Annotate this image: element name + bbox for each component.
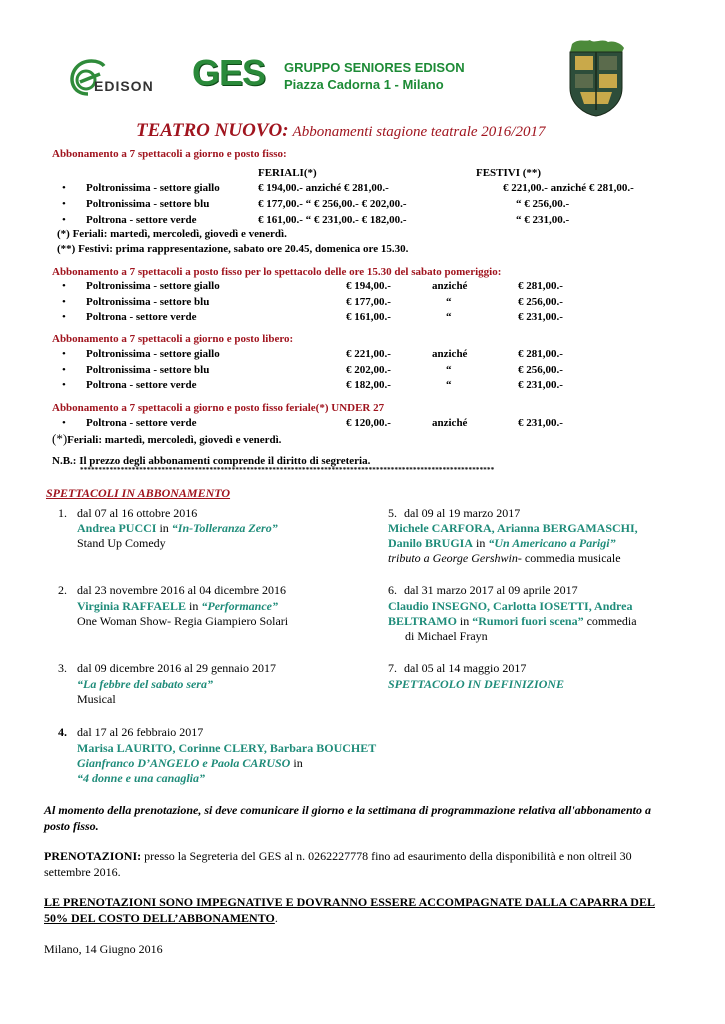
show-title: SPETTACOLO IN DEFINIZIONE (388, 677, 565, 691)
show-title: “In-Tolleranza Zero” (171, 521, 278, 535)
show-cast2: BELTRAMO (388, 614, 457, 628)
show-in: in (473, 536, 489, 550)
warning-end: . (274, 911, 278, 925)
section1-row-label: Poltronissima - settore giallo (86, 182, 220, 194)
section3-row-orig: € 231,00.- (518, 379, 563, 391)
section2-row-label: Poltrona - settore verde (86, 311, 197, 323)
section1-row-feriali: € 161,00.- “ € 231,00.- € 182,00.- (258, 214, 407, 226)
col-feriali: FERIALI(*) (258, 167, 317, 179)
section1-row-label: Poltrona - settore verde (86, 214, 197, 226)
show-title: “Rumori fuori scena” (472, 614, 584, 628)
bullet-icon: • (62, 379, 66, 391)
section3-row-label: Poltrona - settore verde (86, 379, 197, 391)
section2-row-sep: “ (446, 296, 452, 308)
show-desc-line (388, 551, 621, 566)
section2-heading: Abbonamento a 7 spettacoli a posto fisso per lo spettacolo delle ore 15.30 del sabato pomeriggio: (52, 266, 502, 278)
show-dates: dal 09 al 19 marzo 2017 (404, 506, 521, 520)
show-dates: dal 09 dicembre 2016 al 29 gennaio 2017 (77, 661, 276, 675)
show-cast: Andrea PUCCI (77, 521, 157, 535)
show-cast2: Danilo BRUGIA (388, 536, 474, 550)
section3-row-sep: anziché (432, 348, 468, 360)
show-in: in (156, 521, 172, 535)
show-cast: Michele CARFORA, Arianna BERGAMASCHI, (388, 521, 638, 535)
section3-heading: Abbonamento a 7 spettacoli a giorno e posto libero: (52, 333, 294, 345)
nb-note: N.B.: Il prezzo degli abbonamenti comprende il diritto di segreteria. (52, 455, 371, 467)
bullet-icon: • (62, 296, 66, 308)
section4-row-sep: anziché (432, 417, 468, 429)
booking-paragraph (44, 848, 680, 880)
ges-logo: GES (192, 52, 266, 93)
show-cast: Virginia RAFFAELE (77, 599, 187, 613)
show-in: in (186, 599, 202, 613)
page-title (136, 120, 545, 142)
show-cast: Marisa LAURITO, Corinne CLERY, Barbara BOUCHET (77, 741, 377, 755)
section4-row-orig: € 231,00.- (518, 417, 563, 429)
edison-logo-text: EDISON (94, 78, 154, 94)
show-cast2: Gianfranco D’ANGELO e Paola CARUSO (77, 756, 291, 770)
show-number: 4. (58, 725, 67, 739)
show-title: “La febbre del sabato sera” (77, 677, 213, 691)
title-sub: Abbonamenti stagione teatrale 2016/2017 (292, 124, 546, 140)
show-title: “Un Americano a Parigi” (488, 536, 616, 550)
show-desc-italic: tributo a George Gershwin (388, 551, 518, 565)
show-dates: dal 05 al 14 maggio 2017 (404, 661, 527, 675)
bullet-icon: • (62, 364, 66, 376)
show-cast-line (77, 521, 278, 536)
section2-row-label: Poltronissima - settore blu (86, 296, 210, 308)
show-cast-line (388, 536, 616, 551)
org-address: Piazza Cadorna 1 - Milano (284, 77, 444, 92)
section1-row-label: Poltronissima - settore blu (86, 198, 210, 210)
separator-stars: **************************************************************************************************************** (80, 466, 495, 474)
bullet-icon: • (62, 198, 66, 210)
show-cast-line (77, 756, 303, 771)
show-dates: dal 31 marzo 2017 al 09 aprile 2017 (404, 583, 578, 597)
show-number: 3. (58, 661, 67, 675)
section3-row-price: € 182,00.- (346, 379, 391, 391)
show-in: in (290, 756, 303, 770)
show-number: 7. (388, 661, 397, 675)
date-line: Milano, 14 Giugno 2016 (44, 942, 163, 956)
section2-row-orig: € 256,00.- (518, 296, 563, 308)
show-number: 6. (388, 583, 397, 597)
section2-row-sep: “ (446, 311, 452, 323)
show-title: “Performance” (201, 599, 279, 613)
show-desc: Stand Up Comedy (77, 536, 166, 550)
section2-row-orig: € 281,00.- (518, 280, 563, 292)
section3-row-orig: € 281,00.- (518, 348, 563, 360)
section3-row-price: € 221,00.- (346, 348, 391, 360)
show-desc2: di Michael Frayn (405, 629, 488, 643)
show-desc: commedia (583, 614, 637, 628)
show-dates: dal 17 al 26 febbraio 2017 (77, 725, 204, 739)
booking-text: presso la Segreteria del GES al n. 0262227778 fino ad esaurimento della disponibilità e non oltreil 30 settembre 2016. (44, 849, 632, 879)
section3-row-price: € 202,00.- (346, 364, 391, 376)
section3-row-sep: “ (446, 364, 452, 376)
show-desc: One Woman Show- Regia Giampiero Solari (77, 614, 289, 628)
section1-row-feriali: € 177,00.- “ € 256,00.- € 202,00.- (258, 198, 407, 210)
show-cast: Claudio INSEGNO, Carlotta IOSETTI, Andrea (388, 599, 633, 613)
bullet-icon: • (62, 417, 66, 429)
notice-text: Al momento della prenotazione, si deve comunicare il giorno e la settimana di programmazione relativa all'abbonamento a posto fisso. (44, 803, 652, 833)
section2-row-price: € 177,00.- (346, 296, 391, 308)
title-main: TEATRO NUOVO: (136, 120, 289, 141)
col-festivi: FESTIVI (**) (476, 167, 542, 179)
section4-note-star: (*) (52, 431, 68, 446)
bullet-icon: • (62, 214, 66, 226)
show-number: 1. (58, 506, 67, 520)
section4-note-text: Feriali: martedì, mercoledì, giovedì e venerdì. (67, 434, 282, 446)
section3-row-label: Poltronissima - settore giallo (86, 348, 220, 360)
show-desc: Musical (77, 692, 116, 706)
shows-heading: SPETTACOLI IN ABBONAMENTO (46, 486, 231, 500)
show-in: in (456, 614, 473, 628)
show-number: 2. (58, 583, 67, 597)
section3-row-orig: € 256,00.- (518, 364, 563, 376)
warning-text: LE PRENOTAZIONI SONO IMPEGNATIVE E DOVRANNO ESSERE ACCOMPAGNATE DALLA CAPARRA DEL 50% DEL COSTO DELL’ABBONAMENTO (44, 895, 655, 925)
show-desc: - commedia musicale (517, 551, 621, 565)
warning-paragraph (44, 894, 680, 926)
section2-row-label: Poltronissima - settore giallo (86, 280, 220, 292)
edison-logo (66, 56, 166, 100)
section4-note (52, 430, 281, 448)
show-title: “4 donne e una canaglia” (77, 771, 206, 785)
bullet-icon: • (62, 182, 66, 194)
note-feriali: (*) Feriali: martedì, mercoledì, giovedì e venerdì. (57, 228, 287, 240)
section1-row-festivi: “ € 256,00.- (516, 198, 570, 210)
section1-row-festivi: “ € 231,00.- (516, 214, 570, 226)
crest-icon (564, 38, 628, 118)
section4-row-label: Poltrona - settore verde (86, 417, 197, 429)
org-name: GRUPPO SENIORES EDISON (284, 60, 465, 75)
bullet-icon: • (62, 348, 66, 360)
section3-row-label: Poltronissima - settore blu (86, 364, 210, 376)
bullet-icon: • (62, 280, 66, 292)
section3-row-sep: “ (446, 379, 452, 391)
section2-row-orig: € 231,00.- (518, 311, 563, 323)
note-festivi: (**) Festivi: prima rappresentazione, sabato ore 20.45, domenica ore 15.30. (57, 243, 409, 255)
booking-label: PRENOTAZIONI: (44, 849, 142, 863)
show-dates: dal 07 al 16 ottobre 2016 (77, 506, 198, 520)
bullet-icon: • (62, 311, 66, 323)
section1-row-festivi: € 221,00.- anziché € 281,00.- (503, 182, 634, 194)
section2-row-price: € 194,00.- (346, 280, 391, 292)
show-number: 5. (388, 506, 397, 520)
section2-row-sep: anziché (432, 280, 468, 292)
show-dates: dal 23 novembre 2016 al 04 dicembre 2016 (77, 583, 286, 597)
section1-heading: Abbonamento a 7 spettacoli a giorno e posto fisso: (52, 148, 287, 160)
show-cast-line (77, 599, 278, 614)
section2-row-price: € 161,00.- (346, 311, 391, 323)
show-cast-line (388, 614, 637, 629)
section4-heading: Abbonamento a 7 spettacoli a giorno e posto fisso feriale(*) UNDER 27 (52, 402, 385, 414)
section4-row-price: € 120,00.- (346, 417, 391, 429)
section1-row-feriali: € 194,00.- anziché € 281,00.- (258, 182, 389, 194)
